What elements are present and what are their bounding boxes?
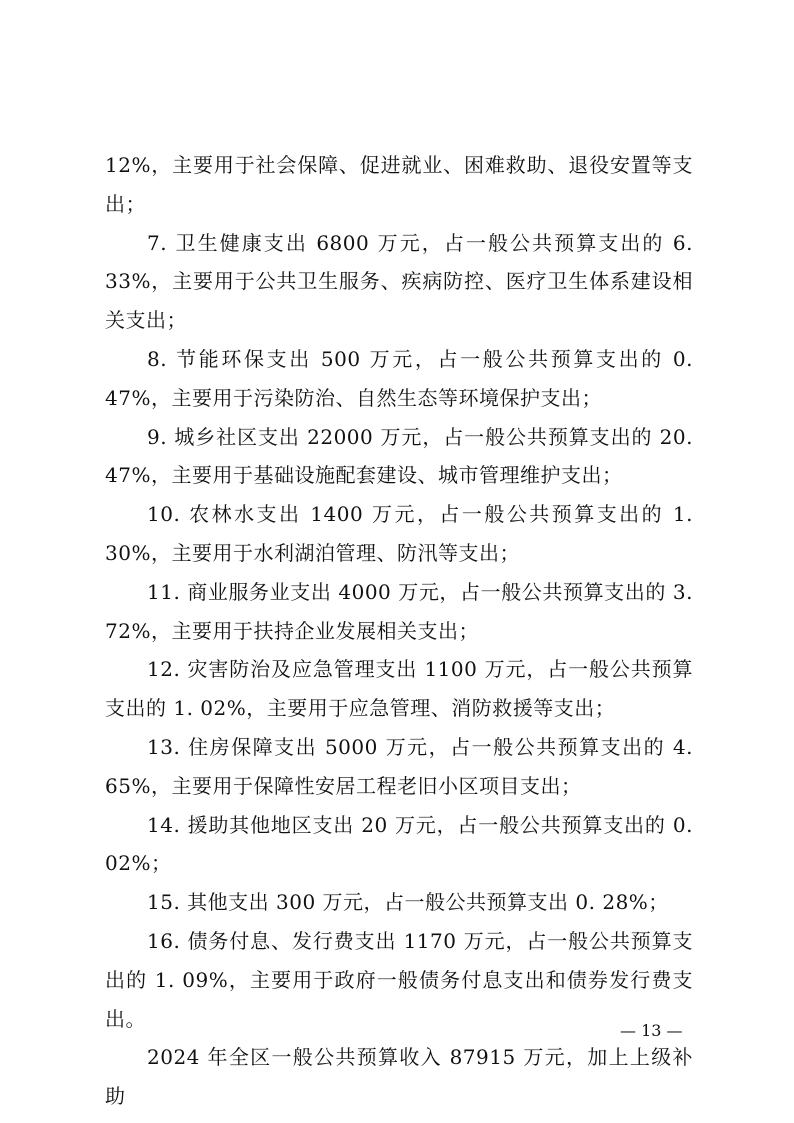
- paragraph-summary: 2024 年全区一般公共预算收入 87915 万元，加上上级补助: [105, 1045, 693, 1109]
- paragraph-item-7: 7. 卫生健康支出 6800 万元，占一般公共预算支出的 6. 33%，主要用于公共卫生服务、疾病防控、医疗卫生体系建设相关支出；: [105, 230, 693, 333]
- paragraph-item-12: 12. 灾害防治及应急管理支出 1100 万元，占一般公共预算支出的 1. 02%，主要用于应急管理、消防救援等支出；: [105, 657, 693, 721]
- body-text: [105, 146, 693, 1116]
- paragraph-item-10: 10. 农林水支出 1400 万元，占一般公共预算支出的 1. 30%，主要用于水利湖泊管理、防汛等支出；: [105, 502, 693, 565]
- paragraph-item-9: 9. 城乡社区支出 22000 万元，占一般公共预算支出的 20. 47%，主要用于基础设施配套建设、城市管理维护支出；: [105, 424, 693, 488]
- page-number: — 13 —: [620, 1021, 683, 1040]
- paragraph-item-13: 13. 住房保障支出 5000 万元，占一般公共预算支出的 4. 65%，主要用于保障性安居工程老旧小区项目支出；: [105, 734, 693, 798]
- paragraph-item-14: 14. 援助其他地区支出 20 万元，占一般公共预算支出的 0. 02%；: [105, 812, 693, 876]
- paragraph-item-11: 11. 商业服务业支出 4000 万元，占一般公共预算支出的 3. 72%，主要用于扶持企业发展相关支出；: [105, 579, 693, 643]
- paragraph-item-16: 16. 债务付息、发行费支出 1170 万元，占一般公共预算支出的 1. 09%，主要用于政府一般债务付息支出和债券发行费支出。: [105, 928, 693, 1031]
- paragraph-continuation: 12%，主要用于社会保障、促进就业、困难救助、退役安置等支出；: [105, 153, 693, 216]
- paragraph-item-8: 8. 节能环保支出 500 万元，占一般公共预算支出的 0. 47%，主要用于污染防治、自然生态等环境保护支出；: [105, 346, 693, 410]
- paragraph-item-15: 15. 其他支出 300 万元，占一般公共预算支出 0. 28%；: [147, 890, 669, 915]
